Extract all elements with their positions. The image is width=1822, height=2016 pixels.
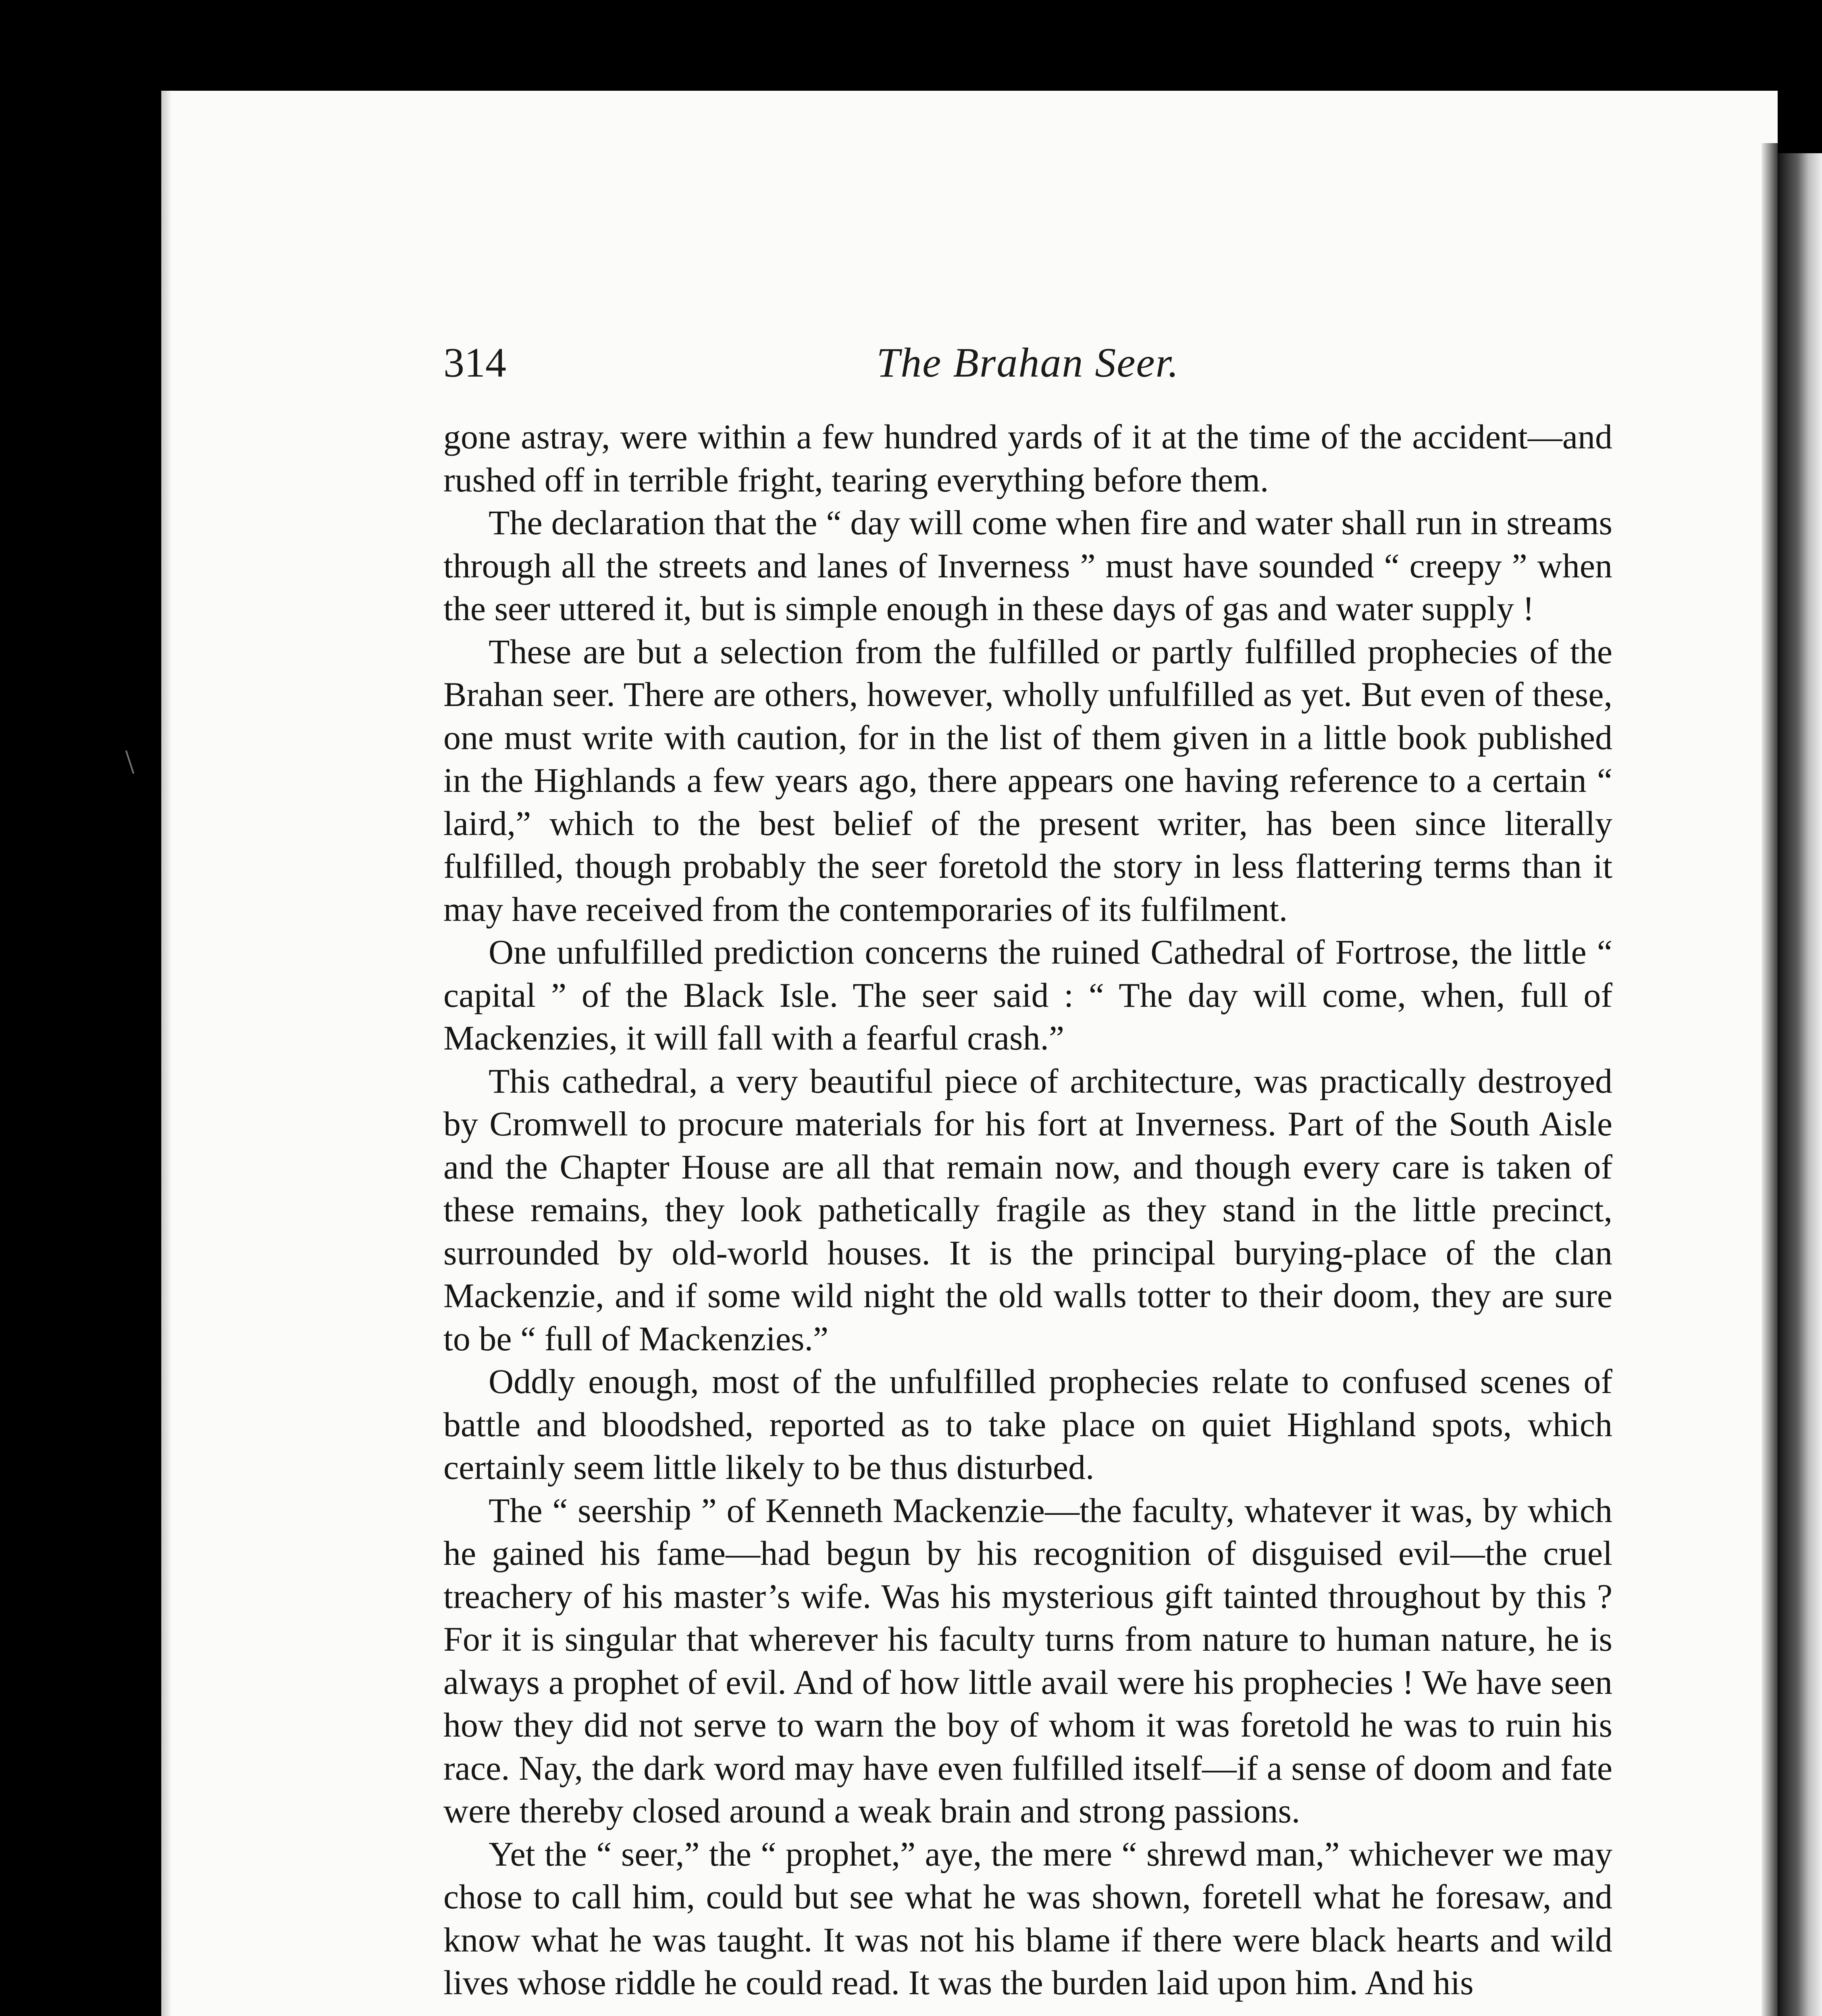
book-binding xyxy=(1778,153,1822,2016)
paragraph: Yet the “ seer,” the “ prophet,” aye, the mere “ shrewd man,” whichever we may chose to call him, could but see what he was shown, foretell what he foresaw, and know what he was taught. It was not his blame if there were black hearts and wild lives whose riddle he could read. It was the burden laid upon him. And his xyxy=(443,1834,1612,2002)
paragraph: These are but a selection from the fulfilled or partly fulfilled prophecies of the Brahan seer. There are others, however, wholly unfulfilled as yet. But even of these, one must write with caution, for in the list of them given in a little book published in the Highlands a few years ago, there appears one having reference to a certain “ laird,” which to the best belief of the present writer, has been since literally fulfilled, though probably the seer foretold the story in less flattering terms than it may have received from the contemporaries of its fulfilment. xyxy=(443,632,1612,929)
page-edge xyxy=(1762,143,1778,2016)
body-text xyxy=(443,415,1612,2004)
page-shadow xyxy=(161,91,172,2016)
paragraph: One unfulfilled prediction concerns the ruined Cathedral of Fortrose, the little “ capital ” of the Black Isle. The seer said : “ The day will come, when, full of Mackenzies, it will fall with a fearful crash.” xyxy=(443,933,1612,1057)
paragraph: gone astray, were within a few hundred yards of it at the time of the accident—and rushed off in terrible fright, tearing everything before them. xyxy=(443,417,1612,499)
paragraph: The “ seership ” of Kenneth Mackenzie—the faculty, whatever it was, by which he gained his fame—had begun by his recognition of disguised evil—the cruel treachery of his master’s wife. Was his mysterious gift tainted throughout by this ? For it is singular that wherever his faculty turns from nature to human nature, he is always a prophet of evil. And of how little avail were his prophecies ! We have seen how they did not serve to warn the boy of whom it was foretold he was to ruin his race. Nay, the dark word may have even fulfilled itself—if a sense of doom and fate were thereby closed around a weak brain and strong passions. xyxy=(443,1491,1612,1830)
paragraph: Oddly enough, most of the unfulfilled prophecies relate to confused scenes of battle and bloodshed, reported as to take place on quiet Highland spots, which certainly seem little likely to be thus disturbed. xyxy=(443,1362,1612,1487)
paragraph: This cathedral, a very beautiful piece of architecture, was practically destroyed by Cromwell to procure materials for his fort at Inverness. Part of the South Aisle and the Chapter House are all that remain now, and though every care is taken of these remains, they look pathetically fragile as they stand in the little precinct, surrounded by old-world houses. It is the principal burying-place of the clan Mackenzie, and if some wild night the old walls totter to their doom, they are sure to be “ full of Mackenzies.” xyxy=(443,1061,1612,1358)
running-title: The Brahan Seer. xyxy=(876,339,1179,386)
page-header xyxy=(443,339,1612,399)
paragraph: The declaration that the “ day will come when fire and water shall run in streams through all the streets and lanes of Inverness ” must have sounded “ creepy ” when the seer uttered it, but is simple enough in these days of gas and water supply ! xyxy=(443,503,1612,628)
page-number: 314 xyxy=(443,339,506,386)
